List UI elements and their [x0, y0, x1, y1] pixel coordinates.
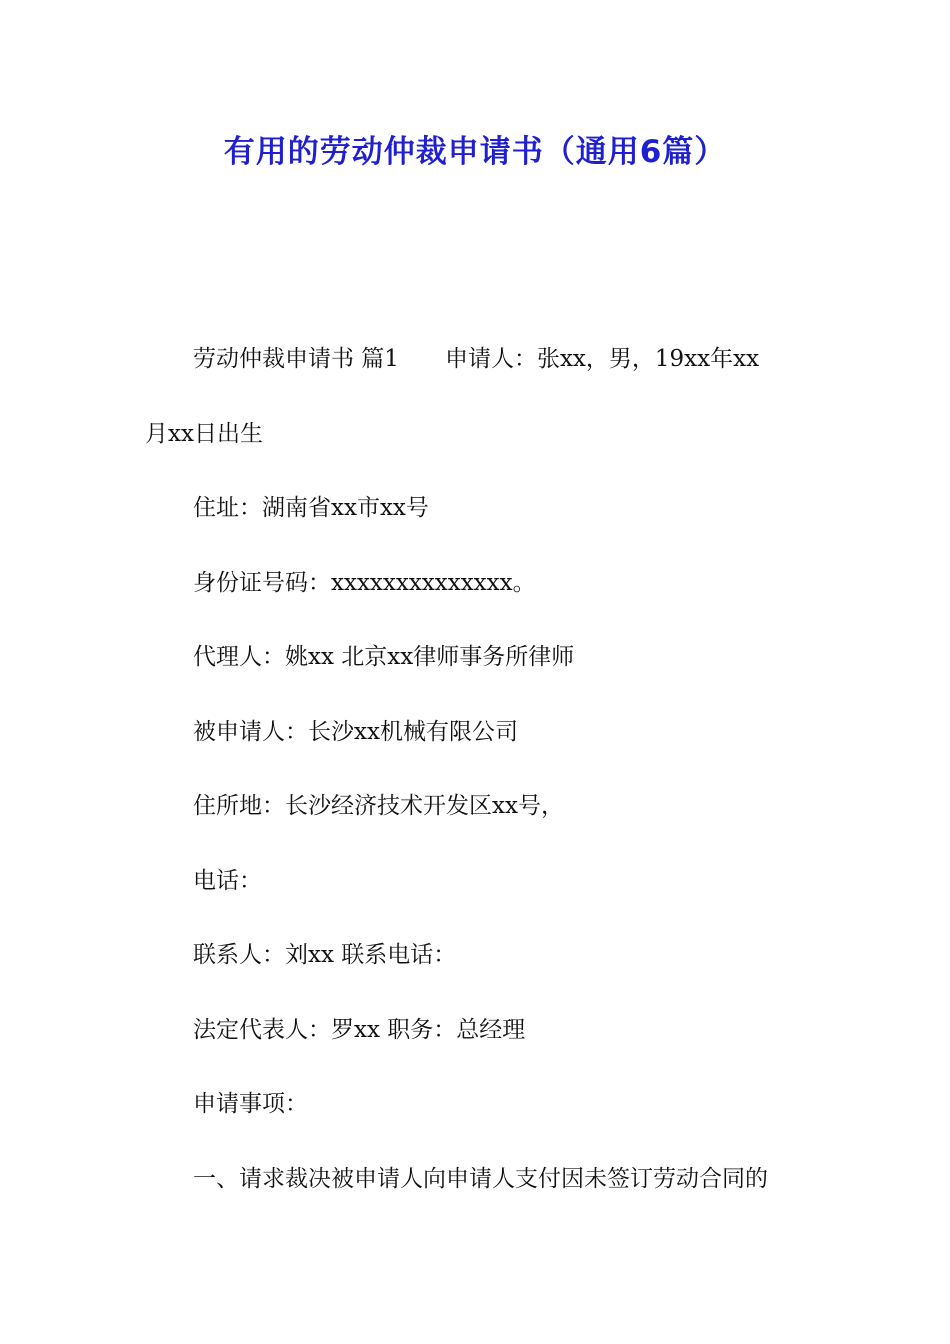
respondent-line: 被申请人：长沙xx机械有限公司 [193, 719, 518, 745]
section-heading: 劳动仲裁申请书 篇1 [193, 346, 399, 372]
phone-line: 电话： [193, 868, 262, 894]
legal-representative-line: 法定代表人：罗xx 职务：总经理 [193, 1017, 526, 1043]
id-number-line: 身份证号码：xxxxxxxxxxxxxx。 [193, 570, 536, 596]
contact-line: 联系人：刘xx 联系电话： [193, 942, 457, 968]
address-line: 住址：湖南省xx市xx号 [193, 495, 429, 521]
birth-date-line: 月xx日出生 [145, 421, 263, 447]
applicant-line: 申请人：张xx，男，19xx年xx [444, 346, 760, 372]
request-item-1: 一、请求裁决被申请人向申请人支付因未签订劳动合同的 [193, 1166, 768, 1192]
document-title: 有用的劳动仲裁申请书（通用6篇） [223, 134, 727, 170]
respondent-address-line: 住所地：长沙经济技术开发区xx号， [193, 793, 564, 819]
first-line [193, 344, 759, 374]
request-items-heading: 申请事项： [193, 1091, 308, 1117]
agent-line: 代理人：姚xx 北京xx律师事务所律师 [193, 644, 575, 670]
